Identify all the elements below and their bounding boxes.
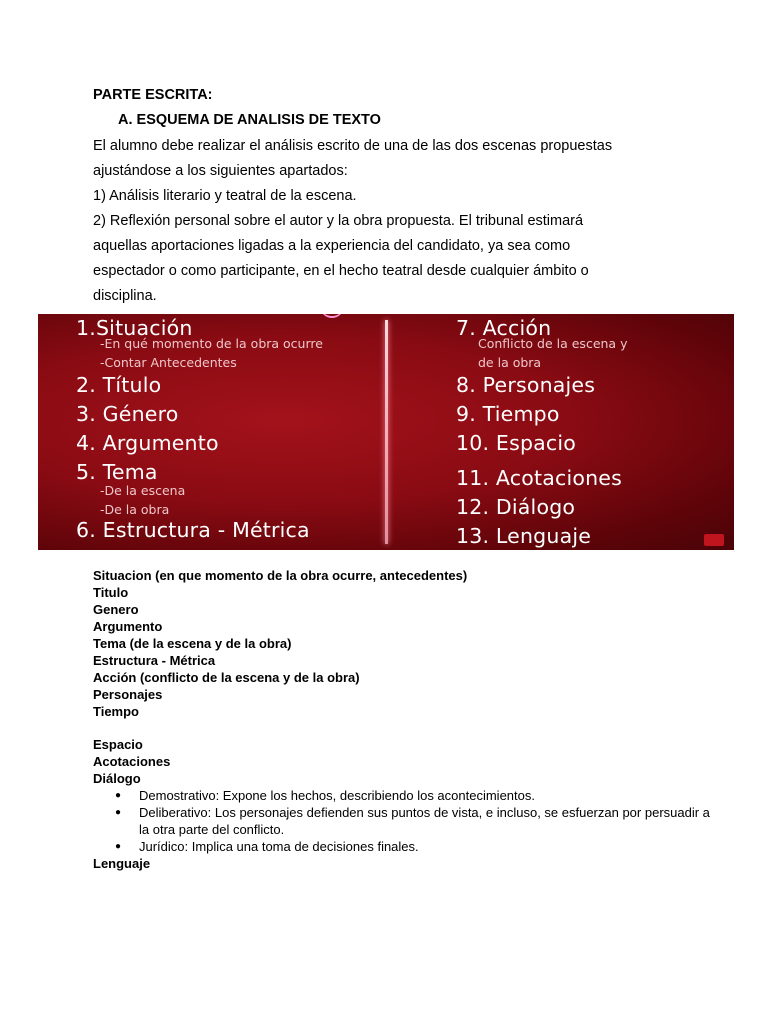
paragraph-line: espectador o como participante, en el hecho teatral desde cualquier ámbito o <box>93 263 589 279</box>
scheme-item-genero: 3. Género <box>76 402 179 426</box>
channel-logo-icon <box>704 534 724 546</box>
decorative-arc <box>320 314 344 318</box>
scheme-item-tema: 5. Tema <box>76 460 158 484</box>
scheme-item-tiempo: 9. Tiempo <box>456 402 560 426</box>
section-heading: PARTE ESCRITA: <box>93 87 213 103</box>
outline-list <box>93 567 713 872</box>
section-subheading: A. ESQUEMA DE ANALISIS DE TEXTO <box>118 112 381 128</box>
outline-item: Argumento <box>93 619 163 634</box>
scheme-subitem: -Contar Antecedentes <box>100 355 237 370</box>
dialogue-types-list <box>93 787 713 855</box>
outline-item: Titulo <box>93 585 129 600</box>
scheme-item-dialogo: 12. Diálogo <box>456 495 576 519</box>
outline-item: Personajes <box>93 687 163 702</box>
paragraph-line: ajustándose a los siguientes apartados: <box>93 163 348 179</box>
paragraph-line: disciplina. <box>93 288 157 304</box>
analysis-scheme-image <box>38 314 734 550</box>
paragraph-line: 1) Análisis literario y teatral de la escena. <box>93 188 357 204</box>
bullet-item: ● Demostrativo: Expone los hechos, describiendo los acontecimientos. <box>93 787 713 804</box>
outline-item: Tema (de la escena y de la obra) <box>93 636 292 651</box>
column-divider <box>385 320 388 544</box>
scheme-subitem: de la obra <box>478 355 542 370</box>
paragraph-line: 2) Reflexión personal sobre el autor y la obra propuesta. El tribunal estimará <box>93 213 584 229</box>
outline-item: Diálogo <box>93 771 141 786</box>
scheme-subitem: Conflicto de la escena y <box>478 336 628 351</box>
scheme-item-lenguaje: 13. Lenguaje <box>456 524 592 548</box>
scheme-item-titulo: 2. Título <box>76 373 162 397</box>
outline-item: Acción (conflicto de la escena y de la obra) <box>93 670 360 685</box>
scheme-item-estructura: 6. Estructura - Métrica <box>76 518 310 542</box>
scheme-item-acotaciones: 11. Acotaciones <box>456 466 622 490</box>
scheme-subitem: -De la obra <box>100 502 170 517</box>
outline-item: Acotaciones <box>93 754 171 769</box>
outline-item: Lenguaje <box>93 856 151 871</box>
outline-item: Genero <box>93 602 139 617</box>
bullet-item: ● Jurídico: Implica una toma de decisiones finales. <box>93 838 713 855</box>
scheme-subitem: -De la escena <box>100 483 186 498</box>
outline-item: Situacion (en que momento de la obra ocurre, antecedentes) <box>93 568 468 583</box>
scheme-item-accion: 7. Acción <box>456 316 552 340</box>
scheme-item-personajes: 8. Personajes <box>456 373 596 397</box>
scheme-subitem: -En qué momento de la obra ocurre <box>100 336 323 351</box>
spacer <box>93 720 713 736</box>
outline-item: Tiempo <box>93 704 139 719</box>
outline-item: Estructura - Métrica <box>93 653 216 668</box>
scheme-item-situacion: 1.Situación <box>76 316 193 340</box>
paragraph-line: El alumno debe realizar el análisis escrito de una de las dos escenas propuestas <box>93 138 613 154</box>
outline-item: Espacio <box>93 737 143 752</box>
scheme-item-argumento: 4. Argumento <box>76 431 219 455</box>
bullet-item: ● Deliberativo: Los personajes defienden sus puntos de vista, e incluso, se esfuerzan por persuadir a la otra parte del conflicto. <box>93 804 713 838</box>
scheme-item-espacio: 10. Espacio <box>456 431 577 455</box>
paragraph-line: aquellas aportaciones ligadas a la experiencia del candidato, ya sea como <box>93 238 571 254</box>
